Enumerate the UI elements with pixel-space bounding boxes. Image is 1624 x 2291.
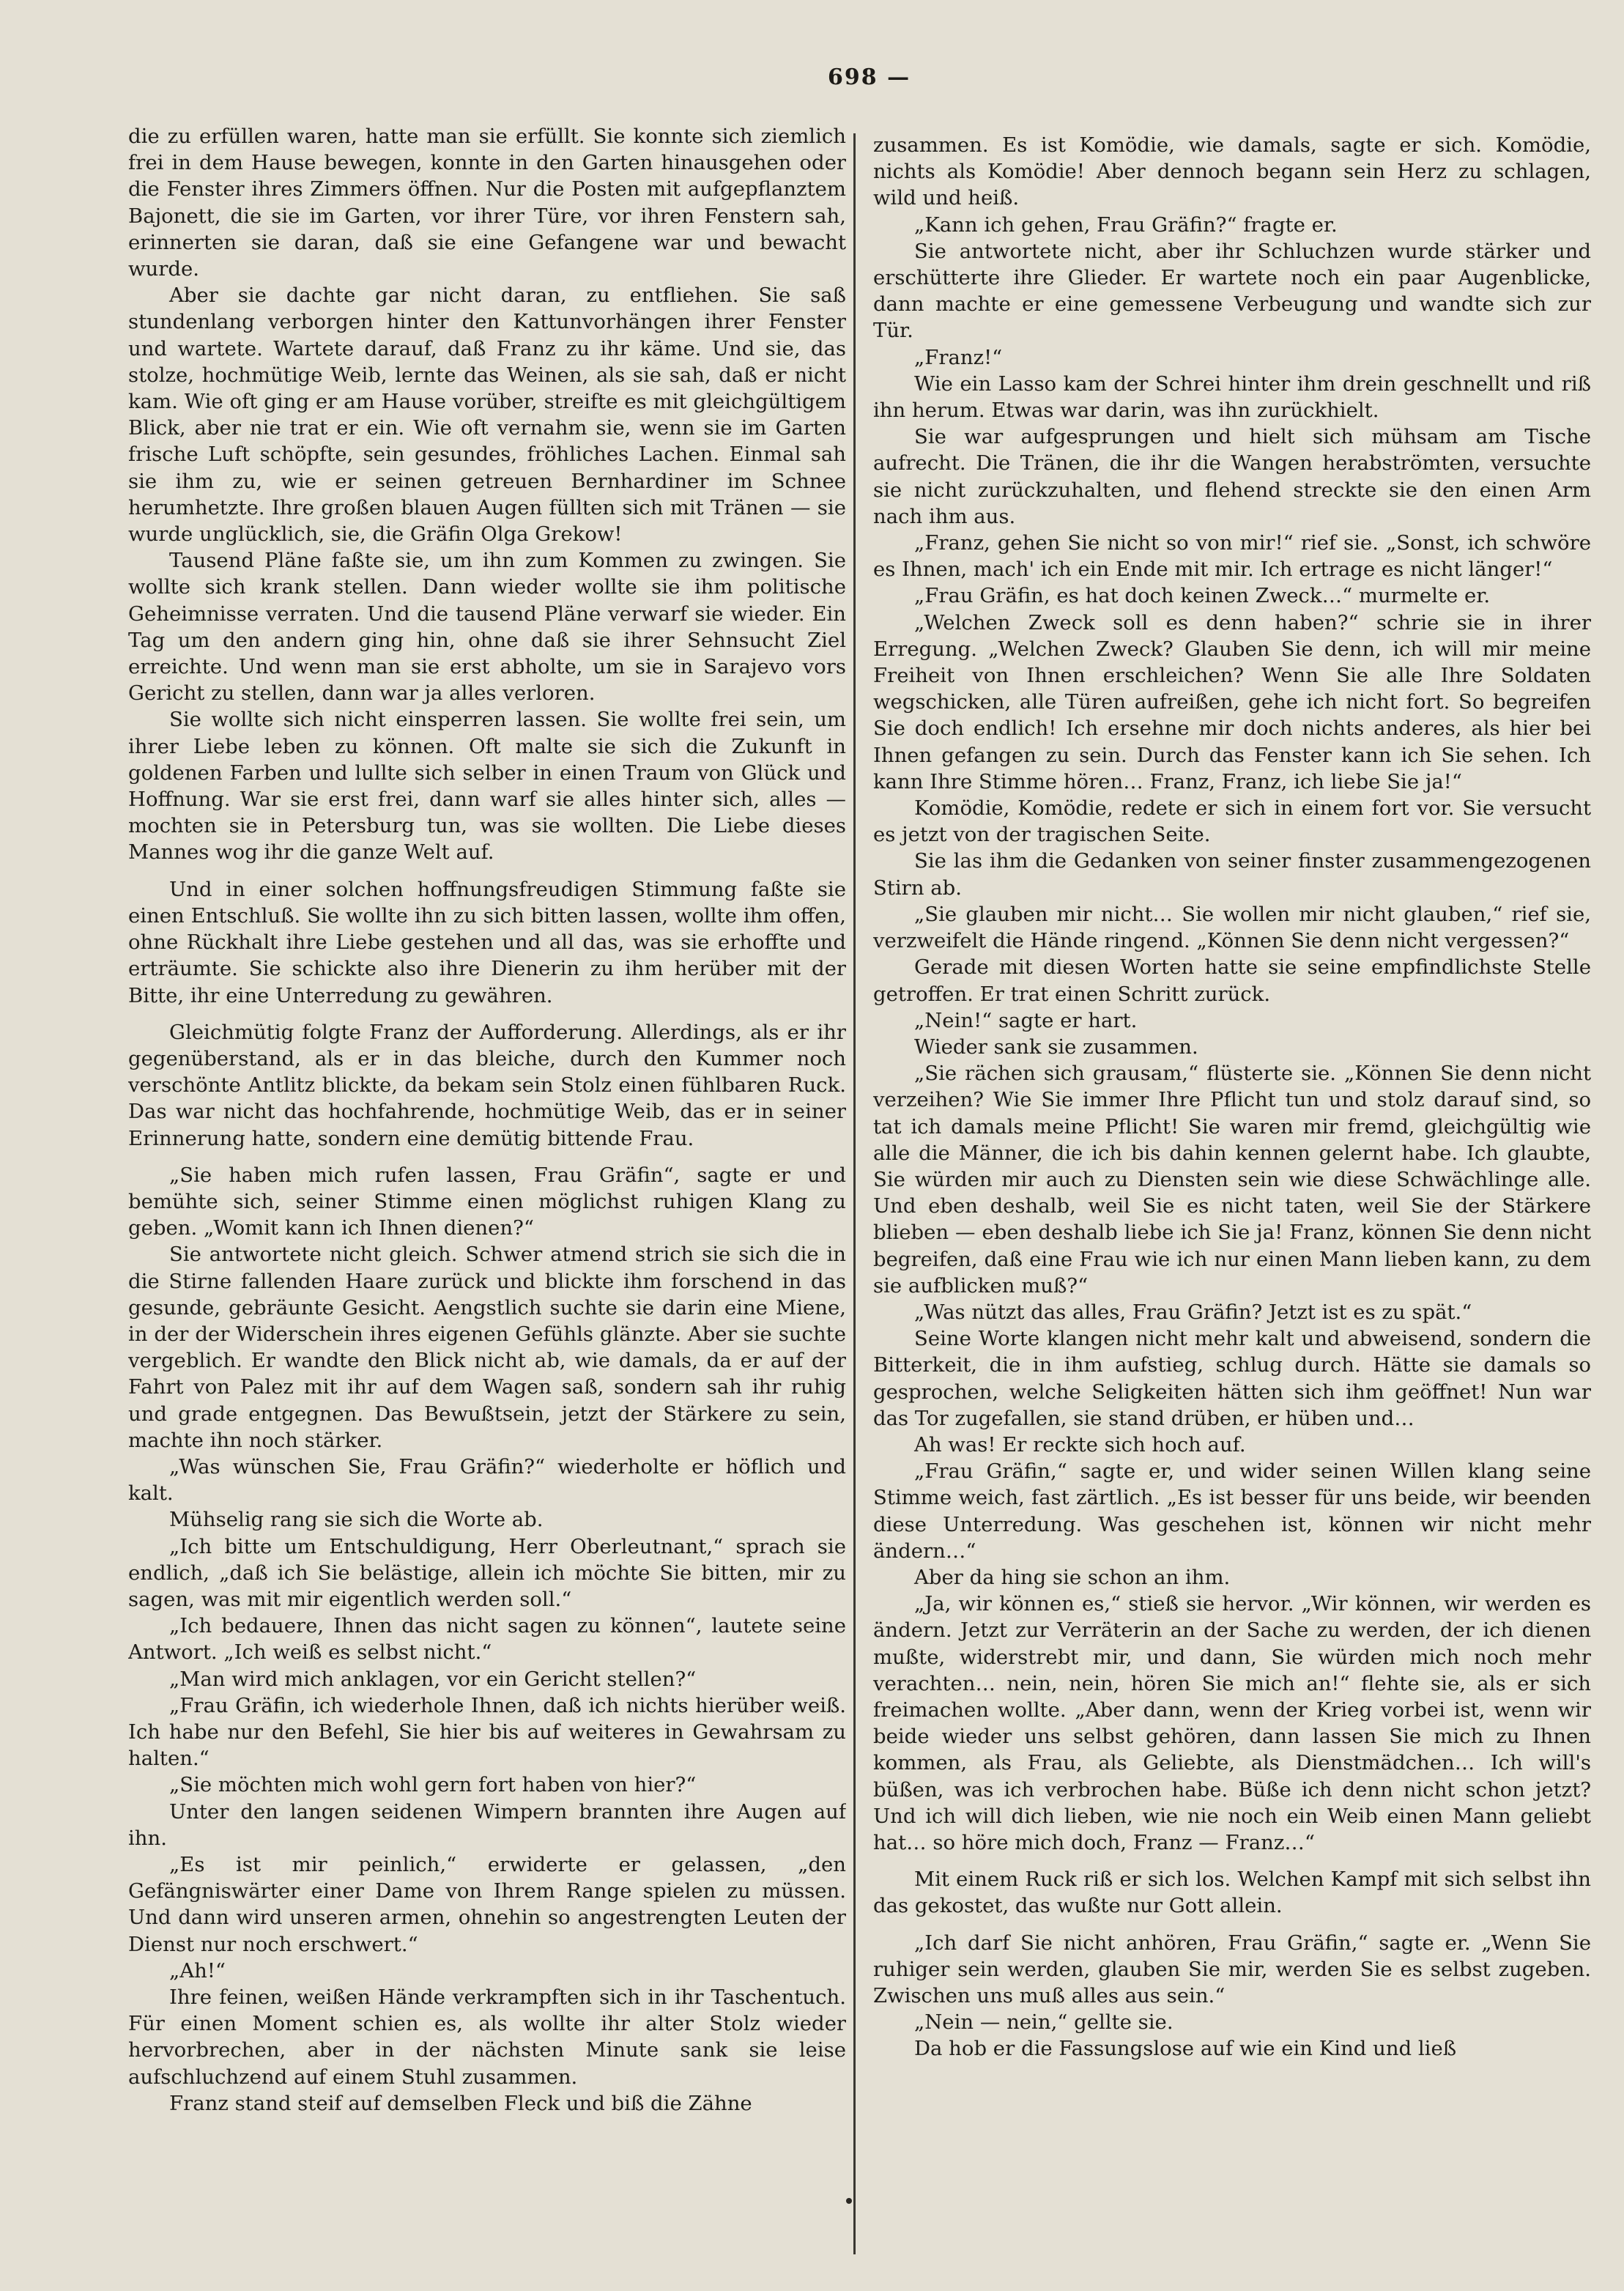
paragraph: Gleichmütig folgte Franz der Aufforderung. Allerdings, als er ihr gegenüberstand, als er in das bleiche, durch den Kummer noch verschönte Antlitz blickte, da bekam sein Stolz einen fühlbaren Ruck. Das war nicht das hochfahrende, hochmütige Weib, das er in seiner Erinnerung hatte, sondern eine demütig bittende Frau.	[128, 1020, 846, 1150]
paragraph: die zu erfüllen waren, hatte man sie erfüllt. Sie konnte sich ziemlich frei in dem Hause bewegen, konnte in den Garten hinausgehen oder die Fenster ihres Zimmers öffnen. Nur die Posten mit aufgepflanztem Bajonett, die sie im Garten, vor ihrer Türe, vor ihren Fenstern sah, erinnerten sie daran, daß sie eine Gefangene war und bewacht wurde.	[128, 125, 846, 281]
paragraph: Komödie, Komödie, redete er sich in einem fort vor. Sie versucht es jetzt von der tragischen Seite.	[873, 796, 1591, 847]
column-dot	[846, 2198, 852, 2204]
paragraph: „Frau Gräfin,“ sagte er, und wider seinen Willen klang seine Stimme weich, fast zärtlich. „Es ist besser für uns beide, wir beenden diese Unterredung. Was geschehen ist, können wir nicht mehr ändern…“	[873, 1459, 1591, 1563]
paragraph: „Sie möchten mich wohl gern fort haben von hier?“	[169, 1773, 697, 1797]
paragraph: Aber da hing sie schon an ihm.	[914, 1565, 1231, 1589]
paragraph: Ihre feinen, weißen Hände verkrampften sich in ihr Taschentuch. Für einen Moment schien es, als wollte ihr alter Stolz wieder hervorbrechen, aber in der nächsten Minute sank sie leise aufschluchzend auf einem Stuhl zusammen.	[128, 1985, 846, 2089]
paragraph: „Kann ich gehen, Frau Gräfin?“ fragte er.	[914, 212, 1338, 237]
paragraph: „Franz!“	[914, 345, 1003, 369]
paragraph: Mit einem Ruck riß er sich los. Welchen Kampf mit sich selbst ihn das gekostet, das wußte nur Gott allein.	[873, 1868, 1591, 1918]
paragraph: Sie las ihm die Gedanken von seiner finster zusammengezogenen Stirn ab.	[873, 849, 1591, 900]
paragraph: „Ich bedauere, Ihnen das nicht sagen zu können“, lautete seine Antwort. „Ich weiß es selbst nicht.“	[128, 1614, 846, 1665]
paragraph: „Es ist mir peinlich,“ erwiderte er gelassen, „den Gefängniswärter einer Dame von Ihrem Range spielen zu müssen. Und dann wird unseren armen, ohnehin so angestrengten Leuten der Dienst nur noch erschwert.“	[128, 1853, 846, 1956]
paragraph: Unter den langen seidenen Wimpern brannten ihre Augen auf ihn.	[128, 1799, 846, 1850]
paragraph: Seine Worte klangen nicht mehr kalt und abweisend, sondern die Bitterkeit, die in ihm aufstieg, schlug durch. Hätte sie damals so gesprochen, welche Seligkeiten hätten sich ihm geöffnet! Nun war das Tor zugefallen, sie stand drüben, er hüben und…	[873, 1327, 1591, 1430]
paragraph: Mühselig rang sie sich die Worte ab.	[169, 1508, 544, 1532]
paragraph: „Sie rächen sich grausam,“ flüsterte sie. „Können Sie denn nicht verzeihen? Wie Sie immer Ihre Pflicht tun und stolz darauf sind, so tat ich damals meine Pflicht! Sie waren mir fremd, gleichgültig wie alle die Männer, die ich bis dahin kennen gelernt habe. Ich glaubte, Sie würden mir auch zu Diensten sein wie diese Schwächlinge alle. Und eben deshalb, weil Sie es nicht taten, weil Sie der Stärkere blieben — eben deshalb liebe ich Sie ja! Franz, können Sie denn nicht begreifen, daß eine Frau wie ich nur einen Mann lieben kann, zu dem sie aufblicken muß?“	[873, 1062, 1591, 1298]
paragraph: Und in einer solchen hoffnungsfreudigen Stimmung faßte sie einen Entschluß. Sie wollte ihn zu sich bitten lassen, wollte ihm offen, ohne Rückhalt ihre Liebe gestehen und all das, was sie erhoffte und erträumte. Sie schickte also ihre Dienerin zu ihm herüber mit der Bitte, ihr eine Unterredung zu gewähren.	[128, 877, 846, 1007]
paragraph: Ah was! Er reckte sich hoch auf.	[914, 1432, 1246, 1457]
paragraph: Da hob er die Fassungslose auf wie ein Kind und ließ	[914, 2037, 1457, 2061]
paragraph: Franz stand steif auf demselben Fleck und biß die Zähne	[169, 2091, 752, 2115]
paragraph: Sie war aufgesprungen und hielt sich mühsam am Tische aufrecht. Die Tränen, die ihr die Wangen herabströmten, versuchte sie nicht zurückzuhalten, und flehend streckte sie den einen Arm nach ihm aus.	[873, 425, 1591, 528]
paragraph: „Was wünschen Sie, Frau Gräfin?“ wiederholte er höflich und kalt.	[128, 1454, 846, 1506]
paragraph: „Was nützt das alles, Frau Gräfin? Jetzt ist es zu spät.“	[914, 1300, 1472, 1324]
paragraph: Wieder sank sie zusammen.	[914, 1035, 1198, 1059]
paragraph: „Franz, gehen Sie nicht so von mir!“ rief sie. „Sonst, ich schwöre es Ihnen, mach' ich ein Ende mit mir. Ich ertrage es nicht länger!“	[873, 531, 1591, 582]
left-column	[128, 123, 846, 2248]
paragraph: zusammen. Es ist Komödie, wie damals, sagte er sich. Komödie, nichts als Komödie! Aber dennoch begann sein Herz zu schlagen, wild und heiß.	[873, 133, 1591, 210]
paragraph: „Sie glauben mir nicht… Sie wollen mir nicht glauben,“ rief sie, verzweifelt die Hände ringend. „Können Sie denn nicht vergessen?“	[873, 902, 1591, 953]
paragraph: „Sie haben mich rufen lassen, Frau Gräfin“, sagte er und bemühte sich, seiner Stimme einen möglichst ruhigen Klang zu geben. „Womit kann ich Ihnen dienen?“	[128, 1163, 846, 1240]
paragraph: Sie antwortete nicht, aber ihr Schluchzen wurde stärker und erschütterte ihre Glieder. Er wartete noch ein paar Augenblicke, dann machte er eine gemessene Verbeugung und wandte sich zur Tür.	[873, 239, 1591, 343]
paragraph: Sie antwortete nicht gleich. Schwer atmend strich sie sich die in die Stirne fallenden Haare zurück und blickte ihm forschend in das gesunde, gebräunte Gesicht. Aengstlich suchte sie darin eine Miene, in der der Widerschein ihres eigenen Gefühls glänzte. Aber sie suchte vergeblich. Er wandte den Blick nicht ab, wie damals, da er auf der Fahrt von Palez mit ihr auf dem Wagen saß, sondern sah ihr ruhig und grade entgegnen. Das Bewußtsein, jetzt der Stärkere zu sein, machte ihn noch stärker.	[128, 1243, 846, 1452]
paragraph: Wie ein Lasso kam der Schrei hinter ihm drein geschnellt und riß ihn herum. Etwas war darin, was ihn zurückhielt.	[873, 371, 1591, 423]
paragraph: „Ich darf Sie nicht anhören, Frau Gräfin,“ sagte er. „Wenn Sie ruhiger sein werden, glauben Sie mir, werden Sie es selbst zugeben. Zwischen uns muß alles aus sein.“	[873, 1931, 1591, 2008]
paragraph: „Ah!“	[169, 1958, 226, 1983]
column-rule	[853, 133, 856, 2254]
paragraph: „Ja, wir können es,“ stieß sie hervor. „Wir können, wir werden es ändern. Jetzt zur Verräterin an der Sache zu werden, der ich dienen mußte, widerstrebt mir, und dann, Sie würden mich noch mehr verachten… nein, nein, hören Sie mich an!“ flehte sie, als er sich freimachen wollte. „Aber dann, wenn der Krieg vorbei ist, wenn wir beide wieder uns selbst gehören, dann lassen Sie mich zu Ihnen kommen, als Frau, als Geliebte, als Dienstmädchen… Ich will's büßen, was ich verbrochen habe. Büße ich denn nicht schon jetzt? Und ich will dich lieben, wie nie noch ein Weib einen Mann geliebt hat… so höre mich doch, Franz — Franz…“	[873, 1592, 1591, 1854]
paragraph: Tausend Pläne faßte sie, um ihn zum Kommen zu zwingen. Sie wollte sich krank stellen. Dann wieder wollte sie ihm politische Geheimnisse verraten. Und die tausend Pläne verwarf sie wieder. Ein Tag um den andern ging hin, ohne daß sie ihrer Sehnsucht Ziel erreichte. Und wenn man sie erst abholte, um sie in Sarajevo vors Gericht zu stellen, dann war ja alles verloren.	[128, 549, 846, 706]
paragraph: „Man wird mich anklagen, vor ein Gericht stellen?“	[169, 1667, 697, 1691]
right-column	[873, 132, 1591, 2257]
paragraph: Sie wollte sich nicht einsperren lassen. Sie wollte frei sein, um ihrer Liebe leben zu können. Oft malte sie sich die Zukunft in goldenen Farben und lullte sich selber in einen Traum von Glück und Hoffnung. War sie erst frei, dann warf sie alles hinter sich, alles — mochten sie in Petersburg tun, was sie wollten. Die Liebe dieses Mannes wog ihr die ganze Welt auf.	[128, 708, 846, 865]
paragraph: Aber sie dachte gar nicht daran, zu entfliehen. Sie saß stundenlang verborgen hinter den Kattunvorhängen ihrer Fenster und wartete. Wartete darauf, daß Franz zu ihr käme. Und sie, das stolze, hochmütige Weib, lernte das Weinen, als sie sah, daß er nicht kam. Wie oft ging er am Hause vorüber, streifte es mit gleichgültigem Blick, aber nie trat er ein. Wie oft vernahm sie, wenn sie im Garten frische Luft schöpfte, sein gesundes, fröhliches Lachen. Einmal sah sie ihm zu, wie er seinen getreuen Bernhardiner im Schnee herumhetzte. Ihre großen blauen Augen füllten sich mit Tränen — sie wurde unglücklich, sie, die Gräfin Olga Grekow!	[128, 284, 846, 547]
paragraph: „Frau Gräfin, es hat doch keinen Zweck…“ murmelte er.	[914, 584, 1491, 608]
paragraph: „Frau Gräfin, ich wiederhole Ihnen, daß ich nichts hierüber weiß. Ich habe nur den Befehl, Sie hier bis auf weiteres in Gewahrsam zu halten.“	[128, 1693, 846, 1771]
paragraph: „Nein!“ sagte er hart.	[914, 1008, 1138, 1032]
paragraph: „Welchen Zweck soll es denn haben?“ schrie sie in ihrer Erregung. „Welchen Zweck? Glauben Sie denn, ich will mir meine Freiheit von Ihnen erschleichen? Wenn Sie alle Ihre Soldaten wegschicken, alle Türen aufreißen, gehe ich nicht fort. So begreifen Sie doch endlich! Ich ersehne mir doch nichts anderes, als hier bei Ihnen gefangen zu sein. Durch das Fenster kann ich Sie sehen. Ich kann Ihre Stimme hören… Franz, Franz, ich liebe Sie ja!“	[873, 610, 1591, 793]
paragraph: Gerade mit diesen Worten hatte sie seine empfindlichste Stelle getroffen. Er trat einen Schritt zurück.	[873, 955, 1591, 1006]
page-number: 698 —	[828, 64, 911, 90]
paragraph: „Ich bitte um Entschuldigung, Herr Oberleutnant,“ sprach sie endlich, „daß ich Sie belästige, allein ich möchte Sie bitten, mir zu sagen, was mit mir eigentlich werden soll.“	[128, 1534, 846, 1611]
paragraph: „Nein — nein,“ gellte sie.	[914, 2010, 1173, 2035]
